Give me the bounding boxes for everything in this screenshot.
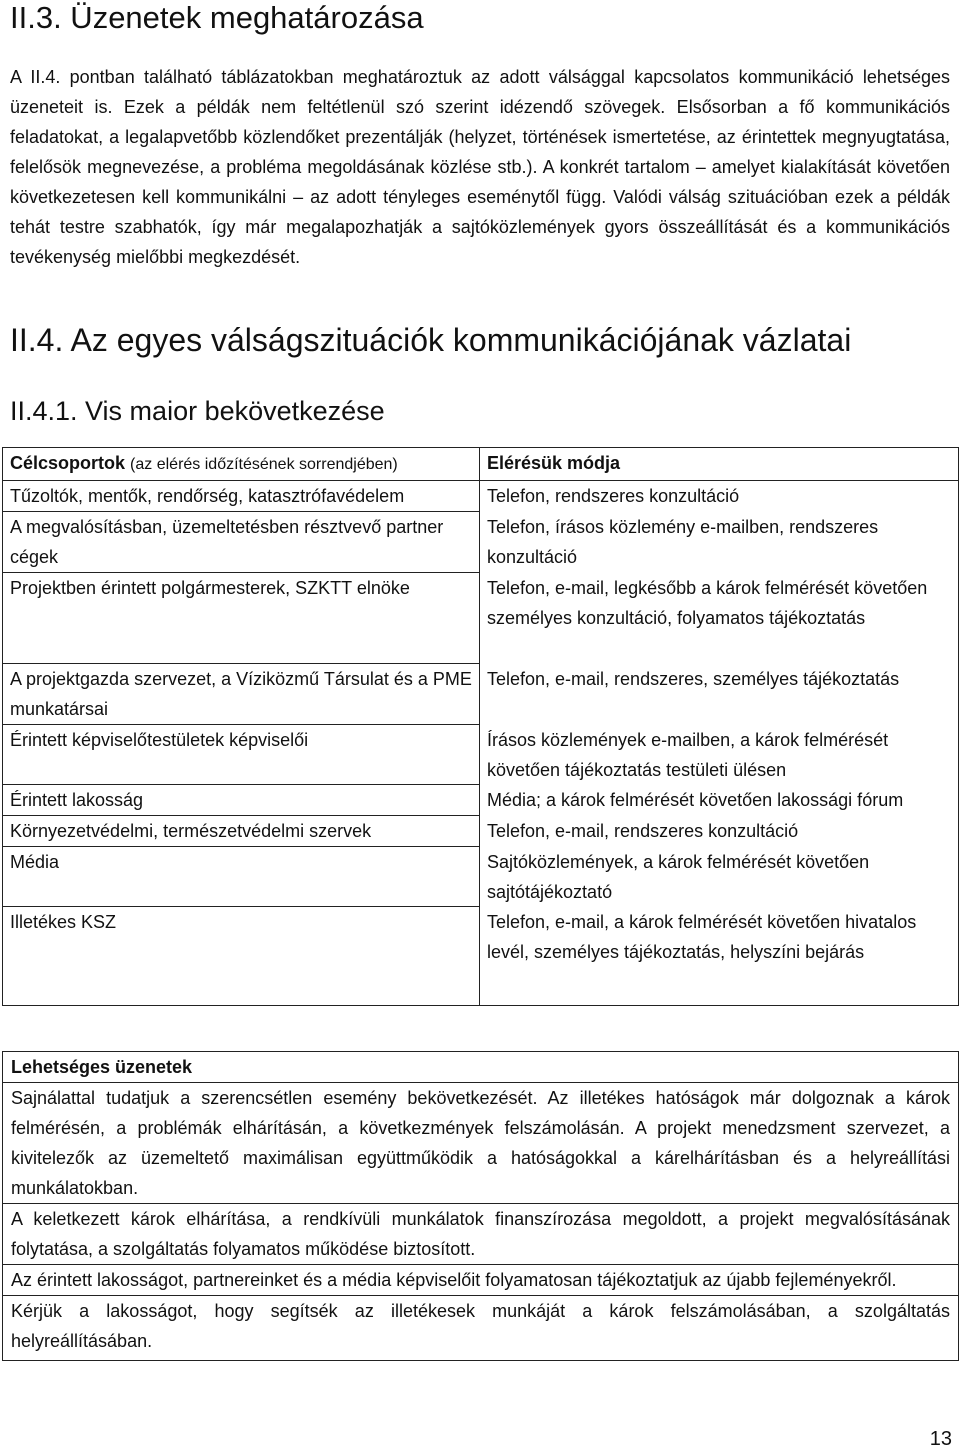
reach-method-cell: Sajtóközlemények, a károk felmérését követően sajtótájékoztató: [487, 851, 870, 902]
reach-method-cell: Telefon, e-mail, rendszeres konzultáció: [487, 820, 799, 841]
table-spacer: [3, 997, 959, 1006]
table-row: [3, 785, 959, 816]
reach-method-cell: Írásos közlemények e-mailben, a károk felmérését követően tájékoztatás testületi ülésen: [487, 729, 889, 780]
message-row: [3, 1083, 959, 1204]
intro-paragraph: A II.4. pontban található táblázatokban meghatároztuk az adott válsággal kapcsolatos kommunikáció lehetséges üzeneteit is. Ezek a példák nem feltétlenül szó szerint idézendő szövegek. Elsősorban a fő kommunikációs feladatokat, a legalapvetőbb közlendőket prezentálják (helyzet, történések ismertetése, az érintettek megnyugtatása, felelősök megnevezése, a probléma megoldásának közlése stb.). A konkrét tartalom – amelyet kialakítását követően következetesen kell kommunikálni – az adott tényleges eseménytől függ. Valódi válság szituációban ezek a példák tehát testre szabhatók, így már megalapozhatják a sajtóközlemények gyors összeállítását és a kommunikációs tevékenység mielőbbi megkezdését.: [10, 67, 950, 267]
table-row: [3, 816, 959, 847]
target-group-cell: A projektgazda szervezet, a Víziközmű Társulat és a PME munkatársai: [3, 664, 480, 725]
table-row: [3, 907, 959, 998]
message-cell: Kérjük a lakosságot, hogy segítsék az illetékesek munkáját a károk felszámolásában, a szolgáltatás helyreállításában.: [11, 1301, 950, 1351]
target-groups-table: [2, 447, 959, 1006]
table-row: [3, 481, 959, 512]
reach-method-cell: Telefon, e-mail, rendszeres, személyes tájékoztatás: [487, 668, 900, 689]
reach-method-cell: Telefon, e-mail, a károk felmérését követően hivatalos levél, személyes tájékoztatás, helyszíni bejárás: [487, 911, 917, 962]
table-row: [3, 664, 959, 725]
header-target-groups: [3, 448, 480, 481]
header-reach-method: [480, 448, 959, 481]
message-row: [3, 1265, 959, 1296]
message-row: [3, 1296, 959, 1361]
reach-method-cell: Telefon, írásos közlemény e-mailben, rendszeres konzultáció: [487, 516, 879, 567]
message-cell: Az érintett lakosságot, partnereinket és a média képviselőit folyamatosan tájékoztatjuk az újabb fejleményekről.: [3, 1265, 959, 1296]
header-target-groups-note: (az elérés időzítésének sorrendjében): [130, 456, 398, 473]
header-reach-method-label: Elérésük módja: [487, 453, 621, 473]
table-row: [3, 512, 959, 573]
messages-header-row: [3, 1052, 959, 1083]
target-group-cell: Média: [3, 847, 480, 907]
target-group-cell: Érintett képviselőtestületek képviselői: [3, 725, 480, 785]
section-title: II.3. Üzenetek meghatározása: [10, 0, 424, 35]
message-row: [3, 1204, 959, 1265]
target-group-cell: Illetékes KSZ: [3, 907, 480, 998]
table-row: [3, 725, 959, 785]
table-row: [3, 847, 959, 907]
reach-method-cell: Média; a károk felmérését követően lakossági fórum: [487, 789, 904, 810]
target-group-cell: A megvalósításban, üzemeltetésben résztvevő partner cégek: [3, 512, 480, 573]
section2-title: II.4. Az egyes válságszituációk kommunikációjának vázlatai: [10, 322, 852, 358]
possible-messages-table: [2, 1051, 959, 1361]
table-row: [3, 573, 959, 664]
target-group-cell: Környezetvédelmi, természetvédelmi szervek: [3, 816, 480, 847]
target-group-cell: Tűzoltók, mentők, rendőrség, katasztrófavédelem: [3, 481, 480, 512]
reach-method-cell: Telefon, rendszeres konzultáció: [487, 486, 740, 506]
messages-header: [3, 1052, 959, 1083]
messages-header-label: Lehetséges üzenetek: [11, 1057, 193, 1077]
subsection-title: II.4.1. Vis maior bekövetkezése: [10, 396, 385, 426]
target-group-cell: Érintett lakosság: [3, 785, 480, 816]
message-cell: A keletkezett károk elhárítása, a rendkívüli munkálatok finanszírozása megoldott, a projekt megvalósításának folytatása, a szolgáltatás folyamatos működése biztosított.: [3, 1204, 959, 1265]
target-group-cell: Projektben érintett polgármesterek, SZKTT elnöke: [3, 573, 480, 664]
reach-method-cell: Telefon, e-mail, legkésőbb a károk felmérését követően személyes konzultáció, folyamatos tájékoztatás: [487, 577, 928, 628]
page-number: 13: [929, 1428, 952, 1450]
header-target-groups-label: Célcsoportok: [10, 453, 126, 473]
message-cell: Sajnálattal tudatjuk a szerencsétlen esemény bekövetkezését. Az illetékes hatóságok már dolgoznak a károk felmérésén, a problémák elhárításán, a következmények felszámolásán. A projekt menedzsment szervezet, a kivitelezők az üzemeltető maximálisan együttműködik a hatóságokkal a kárelhárításban és a helyreállítási munkálatokban.: [3, 1083, 959, 1204]
table-header-row: [3, 448, 959, 481]
